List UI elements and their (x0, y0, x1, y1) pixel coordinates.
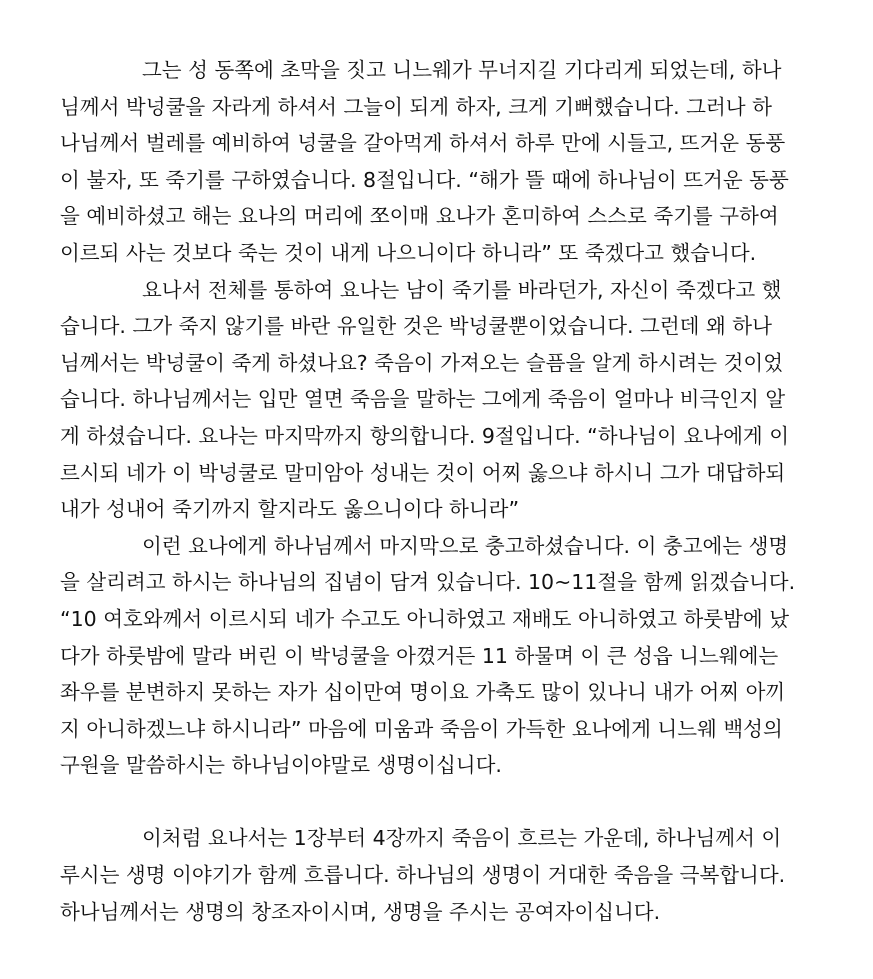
text-line: 님께서 박넝쿨을 자라게 하셔서 그늘이 되게 하자, 크게 기뻐했습니다. 그러나 하 (60, 94, 772, 119)
text-line: 지 아니하겠느냐 하시니라” 마음에 미움과 죽음이 가득한 요나에게 니느웨 백성의 (60, 716, 783, 741)
text-line: 르시되 네가 이 박넝쿨로 말미암아 성내는 것이 어찌 옳으냐 하시니 그가 대답하되 (60, 460, 786, 485)
text-line: 루시는 생명 이야기가 함께 흐릅니다. 하나님의 생명이 거대한 죽음을 극복합니다. (60, 863, 786, 888)
text-line: 습니다. 그가 죽지 않기를 바란 유일한 것은 박넝쿨뿐이었습니다. 그런데 왜 하나 (60, 314, 772, 339)
paragraph-3 (60, 528, 820, 784)
text-line: 을 예비하셨고 해는 요나의 머리에 쪼이매 요나가 혼미하여 스스로 죽기를 구하여 (60, 204, 779, 229)
text-line: 님께서는 박넝쿨이 죽게 하셨나요? 죽음이 가져오는 슬픔을 알게 하시려는 것이었 (60, 350, 784, 375)
text-line: 이처럼 요나서는 1장부터 4장까지 죽음이 흐르는 가운데, 하나님께서 이 (142, 826, 782, 851)
text-line: 구원을 말씀하시는 하나님이야말로 생명이십니다. (60, 753, 502, 778)
text-line: 이 불자, 또 죽기를 구하였습니다. 8절입니다. “해가 뜰 때에 하나님이 뜨거운 동풍 (60, 167, 789, 192)
text-line: 내가 성내어 죽기까지 할지라도 옳으니이다 하니라” (60, 497, 520, 522)
text-line: “10 여호와께서 이르시되 네가 수고도 아니하였고 재배도 아니하였고 하룻밤에 났 (60, 606, 790, 631)
text-line: 그는 성 동쪽에 초막을 짓고 니느웨가 무너지길 기다리게 되었는데, 하나 (142, 58, 782, 82)
document-body (60, 52, 820, 930)
text-line: 요나서 전체를 통하여 요나는 남이 죽기를 바라던가, 자신이 죽겠다고 했 (142, 277, 782, 302)
text-line: 나님께서 벌레를 예비하여 넝쿨을 갈아먹게 하셔서 하루 만에 시들고, 뜨거운 동풍 (60, 131, 786, 156)
paragraph-2 (60, 272, 820, 528)
text-line: 좌우를 분변하지 못하는 자가 십이만여 명이요 가축도 많이 있나니 내가 어찌 아끼 (60, 680, 786, 705)
paragraph-spacer (60, 784, 820, 821)
text-line: 이르되 사는 것보다 죽는 것이 내게 나으니이다 하니라” 또 죽겠다고 했습니다. (60, 240, 757, 265)
text-line: 하나님께서는 생명의 창조자이시며, 생명을 주시는 공여자이십니다. (60, 899, 661, 924)
text-line: 습니다. 하나님께서는 입만 열면 죽음을 말하는 그에게 죽음이 얼마나 비극인지 알 (60, 387, 786, 412)
text-line: 을 살리려고 하시는 하나님의 집념이 담겨 있습니다. 10~11절을 함께 읽겠습니다. (60, 570, 796, 595)
paragraph-1 (60, 52, 820, 272)
text-line: 게 하셨습니다. 요나는 마지막까지 항의합니다. 9절입니다. “하나님이 요나에게 이 (60, 423, 790, 448)
text-line: 이런 요나에게 하나님께서 마지막으로 충고하셨습니다. 이 충고에는 생명 (142, 533, 789, 558)
text-line: 다가 하룻밤에 말라 버린 이 박넝쿨을 아꼈거든 11 하물며 이 큰 성읍 니느웨에는 (60, 643, 779, 668)
paragraph-4 (60, 820, 820, 930)
